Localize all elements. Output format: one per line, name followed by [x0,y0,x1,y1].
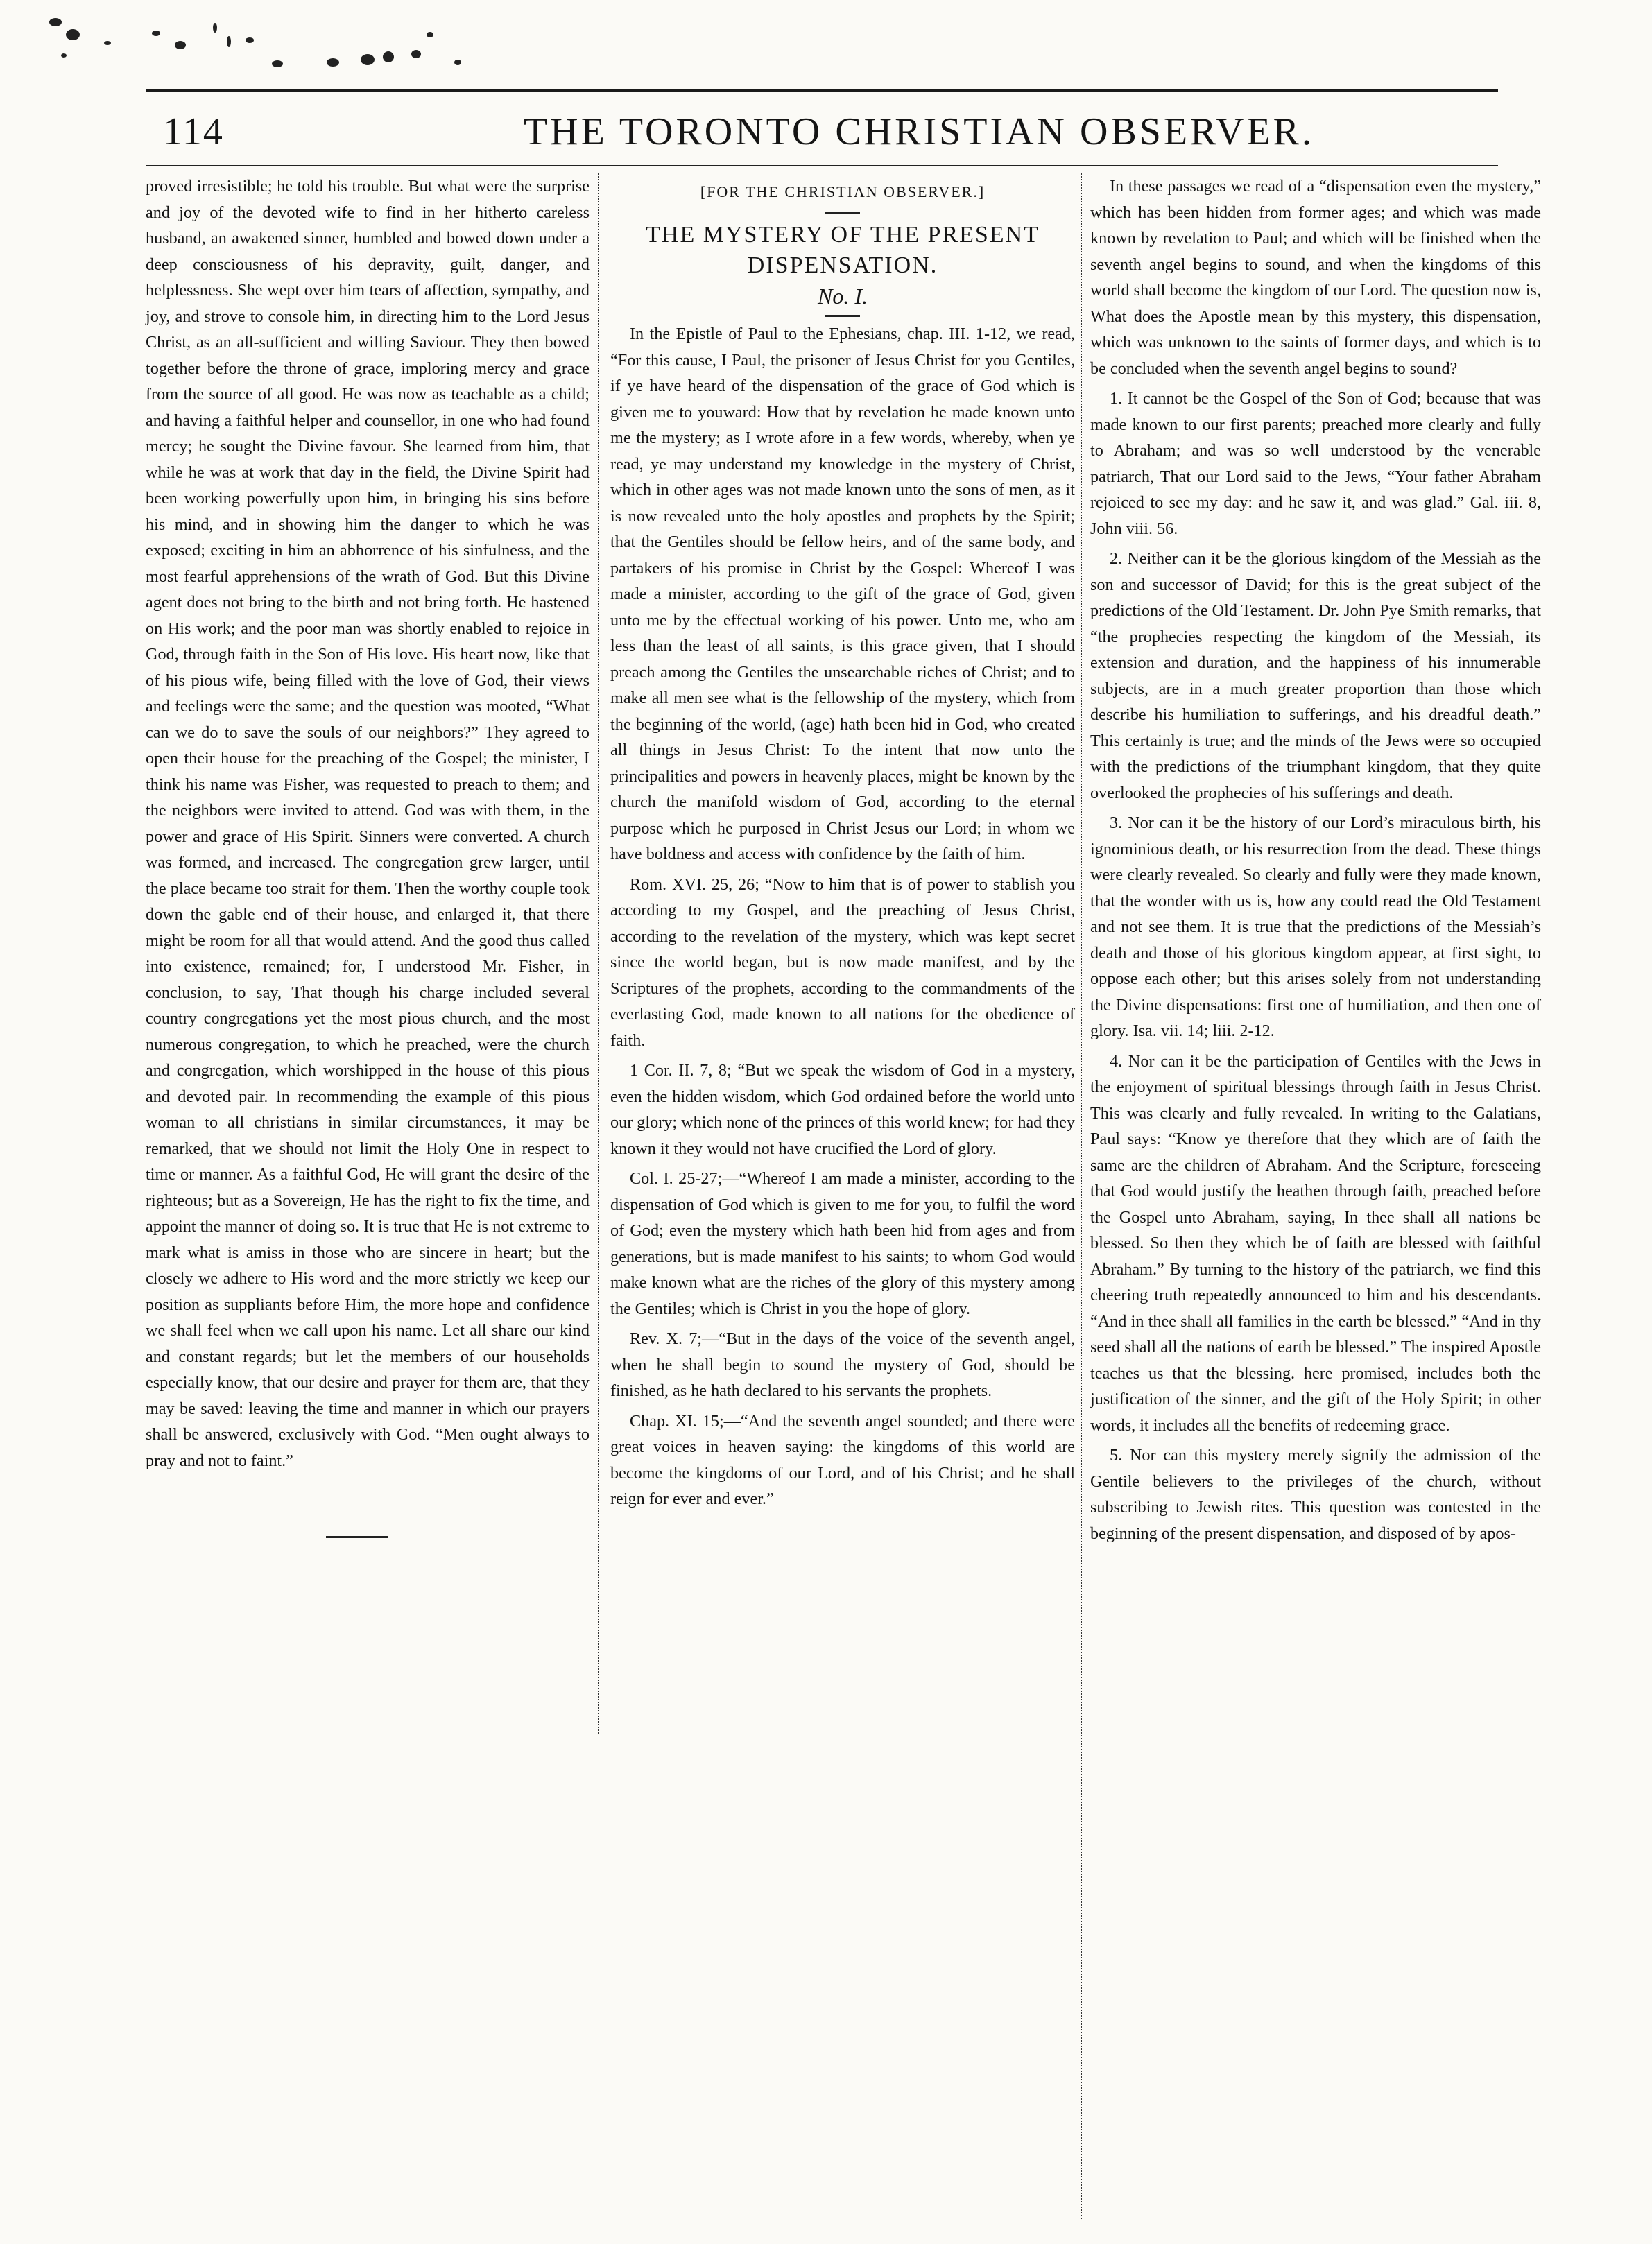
paragraph: 4. Nor can it be the participation of Gentiles with the Jews in the enjoyment of spiritual blessings through faith in Jesus Christ. This was clearly and fully revealed. In writing to the Galatians, Paul says: “Know ye therefore that they which are of faith the same are the children of Abraham. And the Scripture, foreseeing that God would justify the heathen through faith, preached before the Gospel unto Abraham, saying, In thee shall all nations be blessed. So then they which be of faith are blessed with faithful Abraham.” By turning to the history of the patriarch, we find this cheering truth repeatedly announced to him and his descendants. “And in thee shall all families in the earth be blessed.” “And in thy seed shall all the nations of earth be blessed.” The inspired Apostle teaches us that the blessing. here promised, includes both the justification of the sinner, and the gift of the Holy Spirit; in other words, it includes all the benefits of redeeming grace. [1090,1051,1541,1435]
paragraph: 5. Nor can this mystery merely signify the admission of the Gentile believers to the privileges of the church, without subscribing to Jewish rites. This question was contested in the beginning of the present dispensation, and disposed of by apos- [1090,1446,1541,1543]
column-divider [598,173,599,1734]
short-rule [825,212,860,214]
article-number: No. I. [818,283,868,309]
column-right [1090,173,1541,1551]
paragraph: Col. I. 25-27;—“Whereof I am made a minister, according to the dispensation of God which is given to me for you, to fulfil the word of God; even the mystery which hath been hid from ages and from generations, but is made manifest to his saints; to whom God would make known what are the riches of the glory of this mystery among the Gentiles; which is Christ in you the hope of glory. [610,1169,1075,1318]
paragraph: Rom. XVI. 25, 26; “Now to him that is of power to stablish you according to my Gospel, and the preaching of Jesus Christ, according to the revelation of the mystery, which was kept secret since the world began, but is now made manifest, and by the Scriptures of the prophets, according to the commandments of the everlasting God, made known to all nations for the obedience of faith. [610,874,1075,1050]
column-center [610,173,1075,1517]
page-header [149,104,1502,173]
article-end-rule [326,1536,388,1538]
paragraph: proved irresistible; he told his trouble. But what were the surprise and joy of the devoted wife to find in her hitherto careless husband, an awakened sinner, humbled and bowed down under a deep consciousness of his depravity, guilt, danger, and helplessness. She wept over him tears of affection, sympathy, and joy, and strove to console him, in directing him to the Lord Jesus Christ, as an all-sufficient and willing Saviour. They then bowed together before the throne of grace, imploring mercy and grace from the source of all good. He was now as teachable as a child; and having a faithful helper and counsellor, in one who had found mercy; he sought the Divine favour. She learned from him, that while he was at work that day in the field, the Divine Spirit had been working powerfully upon him, in bringing his sins before his mind, and in showing him the danger to which he was exposed; exciting in him an abhorrence of his sinfulness, and the most fearful apprehensions of the wrath of God. But this Divine agent does not bring to the birth and not bring forth. He hastened on His work; and the poor man was shortly enabled to rejoice in God, through faith in the Son of His love. His heart now, like that of his pious wife, being filled with the love of God, their views and feelings were the same; and the question was mooted, “What can we do to save the souls of our neighbors?” They agreed to open their house for the preaching of the Gospel; the minister, I think his name was Fisher, was requested to preach to them; and the neighbors were invited to attend. God was with them, in the power and grace of His Spirit. Sinners were converted. A church was formed, and increased. The congregation grew larger, until the place became too strait for them. Then the worthy couple took down the gable end of their house, and enlarged it, that there might be room for all that would attend. And the good thus called into existence, remained; for, I understood Mr. Fisher, in conclusion, to say, That though his charge included several country congregations yet the most pious church, and the most numerous congregation, to which he preached, were the church and congregation, which worshipped in the house of this pious and devoted pair. In recommending the example of this pious woman to all christians in similar circumstances, it may be remarked, that we should not limit the Holy One in respect to time or manner. As a faithful God, He will grant the desire of the righteous; but as a Sovereign, He has the right to fix the time, and appoint the manner of doing so. It is true that He is not extreme to mark what is amiss in those who are sincere in heart; but the closely we adhere to His word and the more strictly we keep our position as suppliants before Him, the more hope and confidence we shall feel when we call upon his name. Let all share our kind and constant regards; but let the members of our households especially know, that our desire and prayer for them are, that they may be saved: leaving the time and manner in which our prayers shall be answered, exclusively with God. “Men ought always to pray and not to faint.” [146,177,590,1470]
top-rule [146,89,1498,92]
paragraph: 1. It cannot be the Gospel of the Son of God; because that was made known to our first parents; preached more clearly and fully to Abraham; and was so well understood by the venerable patriarch, That our Lord said to the Jews, “Your father Abraham rejoiced to see my day: and he saw it, and was glad.” Gal. iii. 8, John viii. 56. [1090,389,1541,538]
article-credit: [FOR THE CHRISTIAN OBSERVER.] [700,183,986,200]
paragraph: 1 Cor. II. 7, 8; “But we speak the wisdom of God in a mystery, even the hidden wisdom, which God ordained before the world unto our glory; which none of the princes of this world knew; for had they known it they would not have crucified the Lord of glory. [610,1061,1075,1158]
page-number: 114 [163,110,224,153]
paragraph: In the Epistle of Paul to the Ephesians, chap. III. 1-12, we read, “For this cause, I Paul, the prisoner of Jesus Christ for you Gentiles, if ye have heard of the dispensation of the grace of God which is given me to youward: How that by revelation he made known unto me the mystery; as I wrote afore in a few words, whereby, when ye read, ye may understand my knowledge in the mystery of Christ, which in other ages was not made known unto the sons of men, as it is now revealed unto the holy apostles and prophets by the Spirit; that the Gentiles should be fellow heirs, and of the same body, and partakers of his promise in Christ by the Gospel: Whereof I was made a minister, according to the gift of the grace of God, given unto me by the effectual working of his power. Unto me, who am less than the least of all saints, is this grace given, that I should preach among the Gentiles the unsearchable riches of Christ; and to make all men see what is the fellowship of the mystery, which from the beginning of the world, (age) hath been hid in God, who created all things in Jesus Christ: To the intent that now unto the principalities and powers in heavenly places, might be known by the church the manifold wisdom of God, according to the eternal purpose which he purposed in Christ Jesus our Lord; in whom we have boldness and access with confidence by the faith of him. [610,325,1075,863]
header-rule [146,165,1498,166]
column-divider [1081,173,1082,2219]
paragraph: Rev. X. 7;—“But in the days of the voice of the seventh angel, when he shall begin to sound the mystery of God, should be finished, as he hath declared to his servants the prophets. [610,1329,1075,1400]
column-left [146,173,590,1538]
article-title: THE MYSTERY OF THE PRESENT DISPENSATION. [646,221,1040,278]
short-rule [825,315,860,317]
paragraph: 2. Neither can it be the glorious kingdom of the Messiah as the son and successor of David; for this is the great subject of the predictions of the Old Testament. Dr. John Pye Smith remarks, that “the prophecies respecting the kingdom of the Messiah, its extension and duration, and the happiness of his innumerable subjects, are in a much greater proportion than those which describe his humiliation to sufferings, and his dreadful death.” This certainly is true; and the minds of the Jews were so occupied with the predictions of the triumphant kingdom, that they quite overlooked the prophecies of his sufferings and death. [1090,549,1541,802]
masthead-title: THE TORONTO CHRISTIAN OBSERVER. [523,110,1315,153]
paragraph: Chap. XI. 15;—“And the seventh angel sounded; and there were great voices in heaven saying: the kingdoms of this world are become the kingdoms of our Lord, and of his Christ; and he shall reign for ever and ever.” [610,1411,1075,1508]
paragraph: In these passages we read of a “dispensation even the mystery,” which has been hidden from former ages; and which was made known by revelation to Paul; and which will be finished when the seventh angel begins to sound, and when the kingdoms of this world shall become the kingdom of our Lord. The question now is, What does the Apostle mean by this mystery, this dispensation, which was unknown to the saints of former days, and which is to be concluded when the seventh angel begins to sound? [1090,177,1541,378]
ink-speckles [42,7,527,76]
paragraph: 3. Nor can it be the history of our Lord’s miraculous birth, his ignominious death, or his resurrection from the dead. These things were clearly revealed. So clearly and fully were they made known, that the wonder with us is, how any could read the Old Testament and not see them. It is true that the predictions of the Messiah’s death and those of his glorious kingdom appear, at first sight, to oppose each other; but this arises solely from not understanding the Divine dispensations: first one of humiliation, and then one of glory. Isa. vii. 14; liii. 2-12. [1090,813,1541,1040]
